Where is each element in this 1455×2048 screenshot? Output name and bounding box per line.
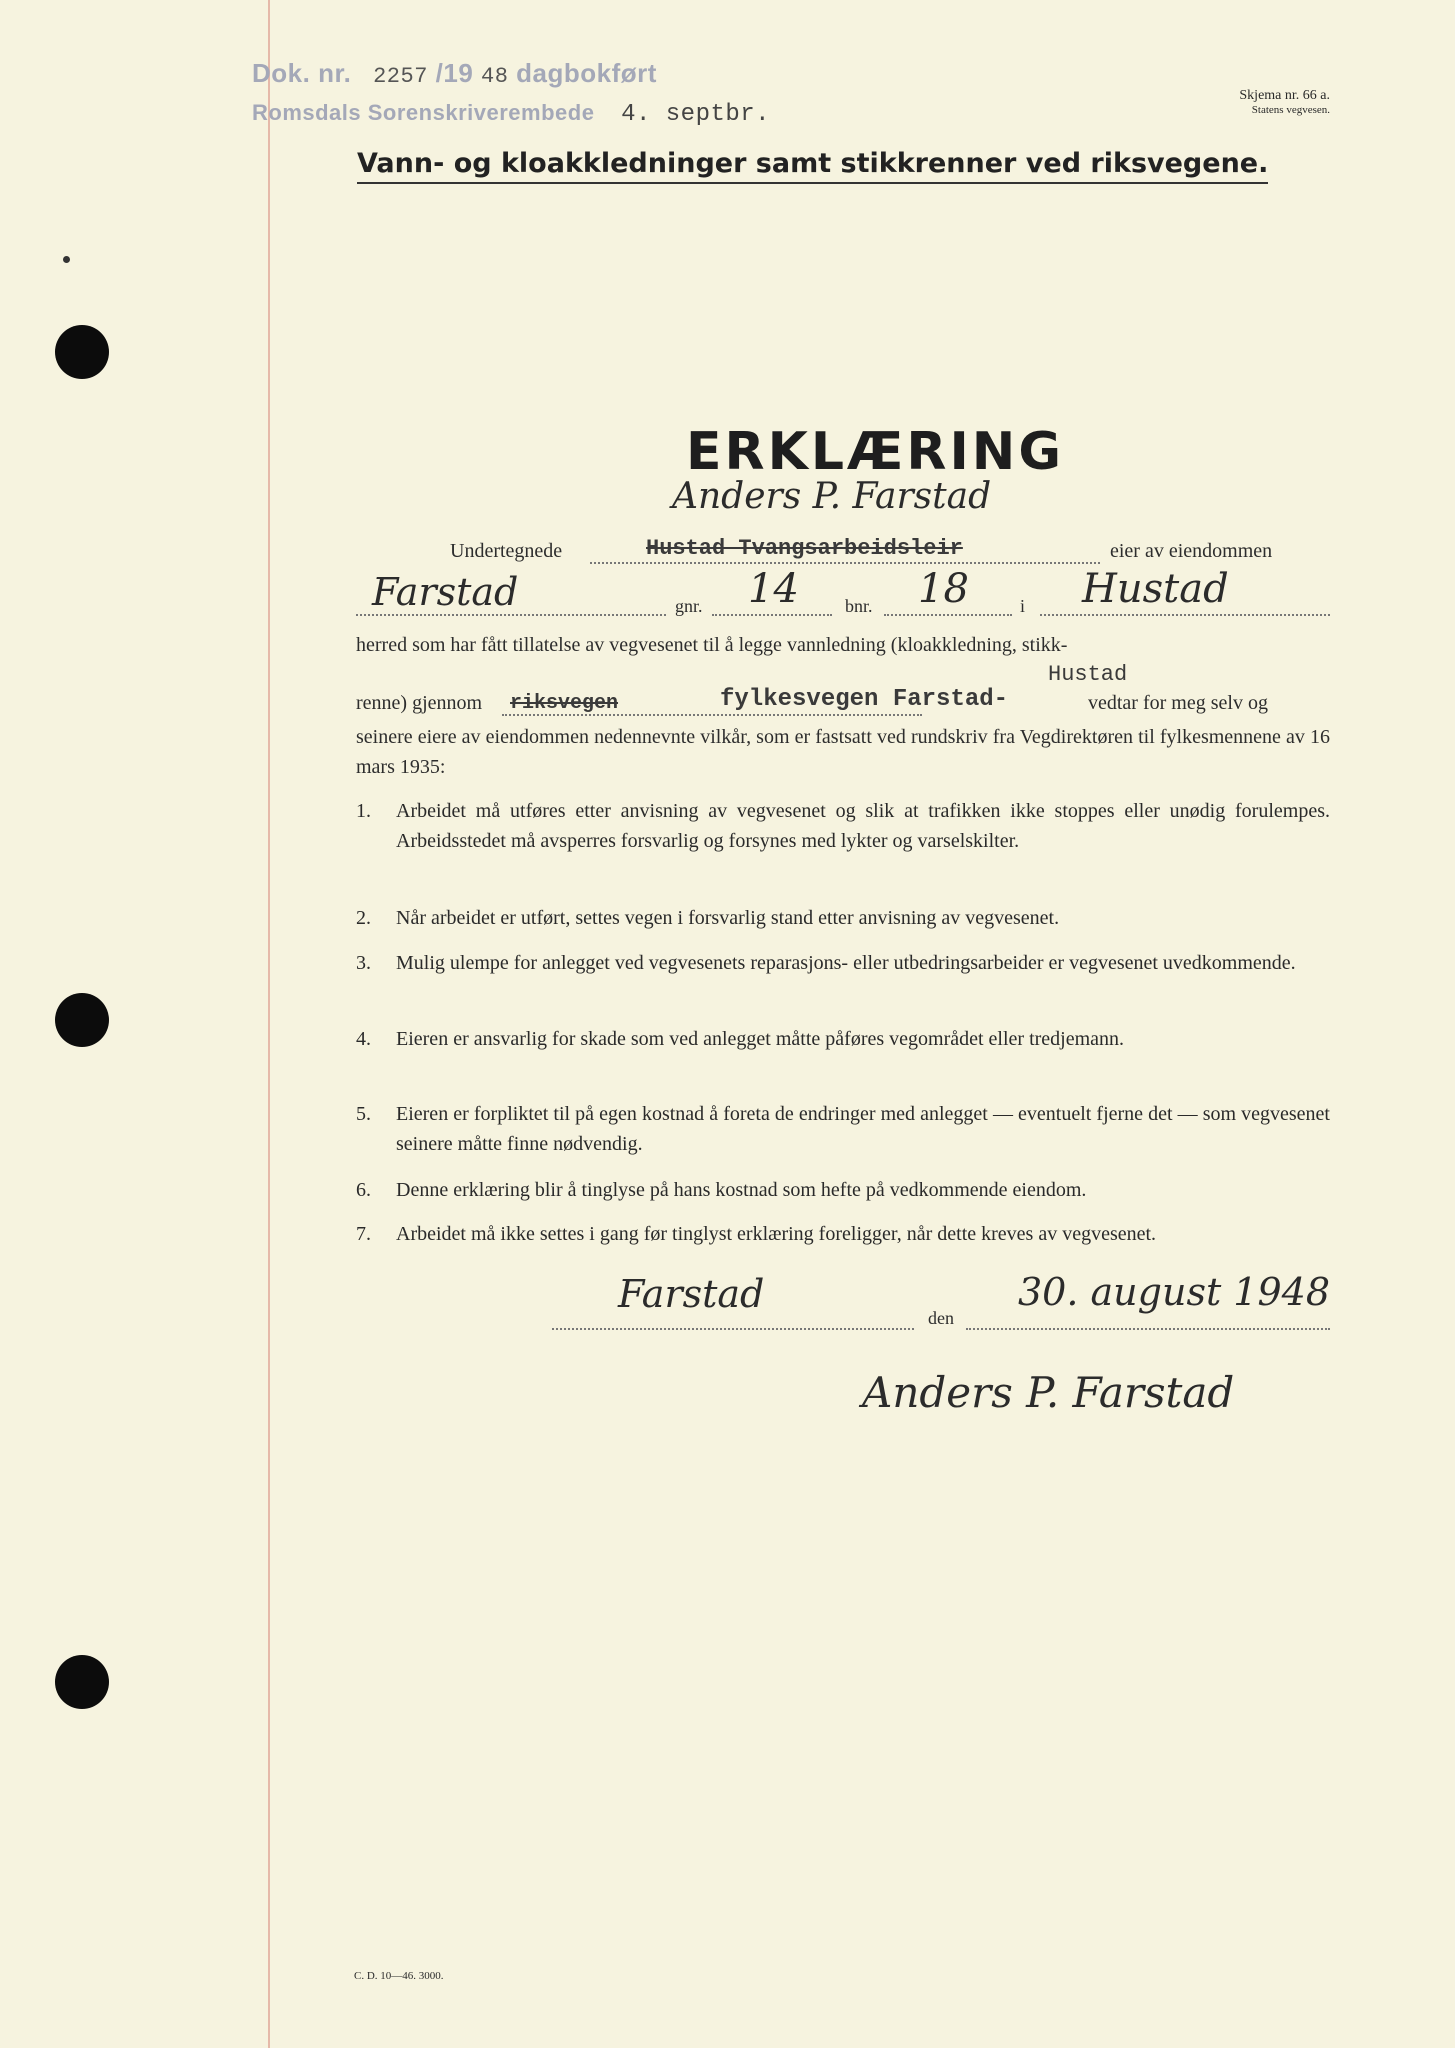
document-title: ERKLÆRING bbox=[686, 422, 1064, 482]
condition-number: 2. bbox=[356, 907, 371, 929]
doc-stamp-line2 bbox=[252, 100, 770, 128]
route-typed-above: Hustad bbox=[1048, 662, 1128, 687]
condition-number: 5. bbox=[356, 1103, 371, 1125]
stamp-journal-word: dagbokført bbox=[516, 58, 657, 88]
route-struck: riksvegen bbox=[510, 692, 619, 715]
property-dotline bbox=[356, 614, 666, 616]
stamp-date: 4. septbr. bbox=[621, 101, 771, 128]
stamp-year-prefix: /19 bbox=[435, 58, 474, 88]
condition-number: 3. bbox=[356, 952, 371, 974]
struck-typed-name: Hustad Tvangsarbeidsleir bbox=[646, 536, 963, 561]
margin-line bbox=[268, 0, 270, 2048]
municipality: Hustad bbox=[1082, 566, 1229, 612]
intro-text: seinere eiere av eiendommen nedennevnte vilkår, som er fastsatt ved rundskriv fra Vegdirektøren til fylkesmennene av 16 mars 1935: bbox=[356, 726, 1330, 778]
signing-place: Farstad bbox=[618, 1272, 765, 1316]
bnr-label: bnr. bbox=[845, 596, 873, 616]
punch-hole bbox=[55, 325, 109, 379]
date-dotline bbox=[966, 1328, 1330, 1330]
bnr-dotline bbox=[884, 614, 1012, 616]
gnr-value: 14 bbox=[748, 566, 799, 612]
declarant-handwritten-name: Anders P. Farstad bbox=[672, 476, 992, 517]
form-number-line2: Statens vegvesen. bbox=[1251, 104, 1330, 116]
condition-number: 6. bbox=[356, 1179, 371, 1201]
condition-text: Mulig ulempe for anlegget ved vegvesenets reparasjons- eller utbedringsarbeider er vegvesenet uvedkommende. bbox=[396, 952, 1296, 974]
form-number-line1: Skjema nr. 66 a. bbox=[1239, 88, 1330, 103]
condition-text: Arbeidet må utføres etter anvisning av vegvesenet og slik at trafikken ikke stoppes eller unødig forulempes. Arbeidsstedet må avsperres forsvarlig og forsynes med lykter og varselskilter. bbox=[396, 800, 1330, 852]
condition-number: 4. bbox=[356, 1028, 371, 1050]
speck bbox=[63, 256, 70, 263]
punch-hole bbox=[55, 1655, 109, 1709]
gnr-label: gnr. bbox=[675, 596, 703, 616]
punch-hole bbox=[55, 993, 109, 1047]
stamp-doc-number: 2257 bbox=[373, 64, 428, 89]
route-prefix: renne) gjennom bbox=[356, 692, 483, 714]
signature: Anders P. Farstad bbox=[862, 1368, 1235, 1417]
condition-number: 7. bbox=[356, 1223, 371, 1245]
i-label: i bbox=[1020, 596, 1026, 616]
name-dotline bbox=[590, 562, 1100, 564]
bnr-value: 18 bbox=[918, 566, 969, 612]
owner-text: eier av eiendommen bbox=[1110, 540, 1273, 562]
form-number bbox=[1140, 88, 1330, 116]
stamp-prefix: Dok. nr. bbox=[252, 58, 352, 88]
signing-date: 30. august 1948 bbox=[1018, 1270, 1330, 1314]
condition-text: Eieren er ansvarlig for skade som ved anlegget måtte påføres vegområdet eller tredjemann. bbox=[396, 1028, 1125, 1050]
route-road: fylkesvegen Farstad- bbox=[720, 686, 1009, 713]
den-label: den bbox=[928, 1308, 954, 1328]
condition-text: Når arbeidet er utført, settes vegen i forsvarlig stand etter anvisning av vegvesenet. bbox=[396, 907, 1060, 929]
route-suffix: vedtar for meg selv og bbox=[1088, 692, 1268, 714]
municipality-dotline bbox=[1040, 614, 1330, 616]
condition-text: Arbeidet må ikke settes i gang før tinglyst erklæring foreligger, når dette kreves av vegvesenet. bbox=[396, 1223, 1157, 1245]
place-dotline bbox=[552, 1328, 914, 1330]
stamp-office: Romsdals Sorenskriverembede bbox=[252, 100, 595, 125]
doc-stamp-line1 bbox=[252, 58, 657, 89]
condition-text: Eieren er forpliktet til på egen kostnad å foreta de endringer med anlegget — eventuelt fjerne det — som vegvesenet seinere måtte finne nødvendig. bbox=[396, 1103, 1330, 1155]
gnr-dotline bbox=[712, 614, 832, 616]
stamp-year: 48 bbox=[481, 64, 509, 89]
undersigned-label: Undertegnede bbox=[450, 540, 563, 562]
condition-text: Denne erklæring blir å tinglyse på hans kostnad som hefte på vedkommende eiendom. bbox=[396, 1179, 1087, 1201]
permission-text: herred som har fått tillatelse av vegvesenet til å legge vannledning (kloakkledning, stikk- bbox=[356, 634, 1068, 656]
document-headline: Vann- og kloakkledninger samt stikkrenner ved riksvegene. bbox=[357, 148, 1268, 184]
print-code-footer: C. D. 10—46. 3000. bbox=[354, 1970, 444, 1982]
property-name: Farstad bbox=[372, 570, 519, 614]
condition-number: 1. bbox=[356, 800, 371, 822]
